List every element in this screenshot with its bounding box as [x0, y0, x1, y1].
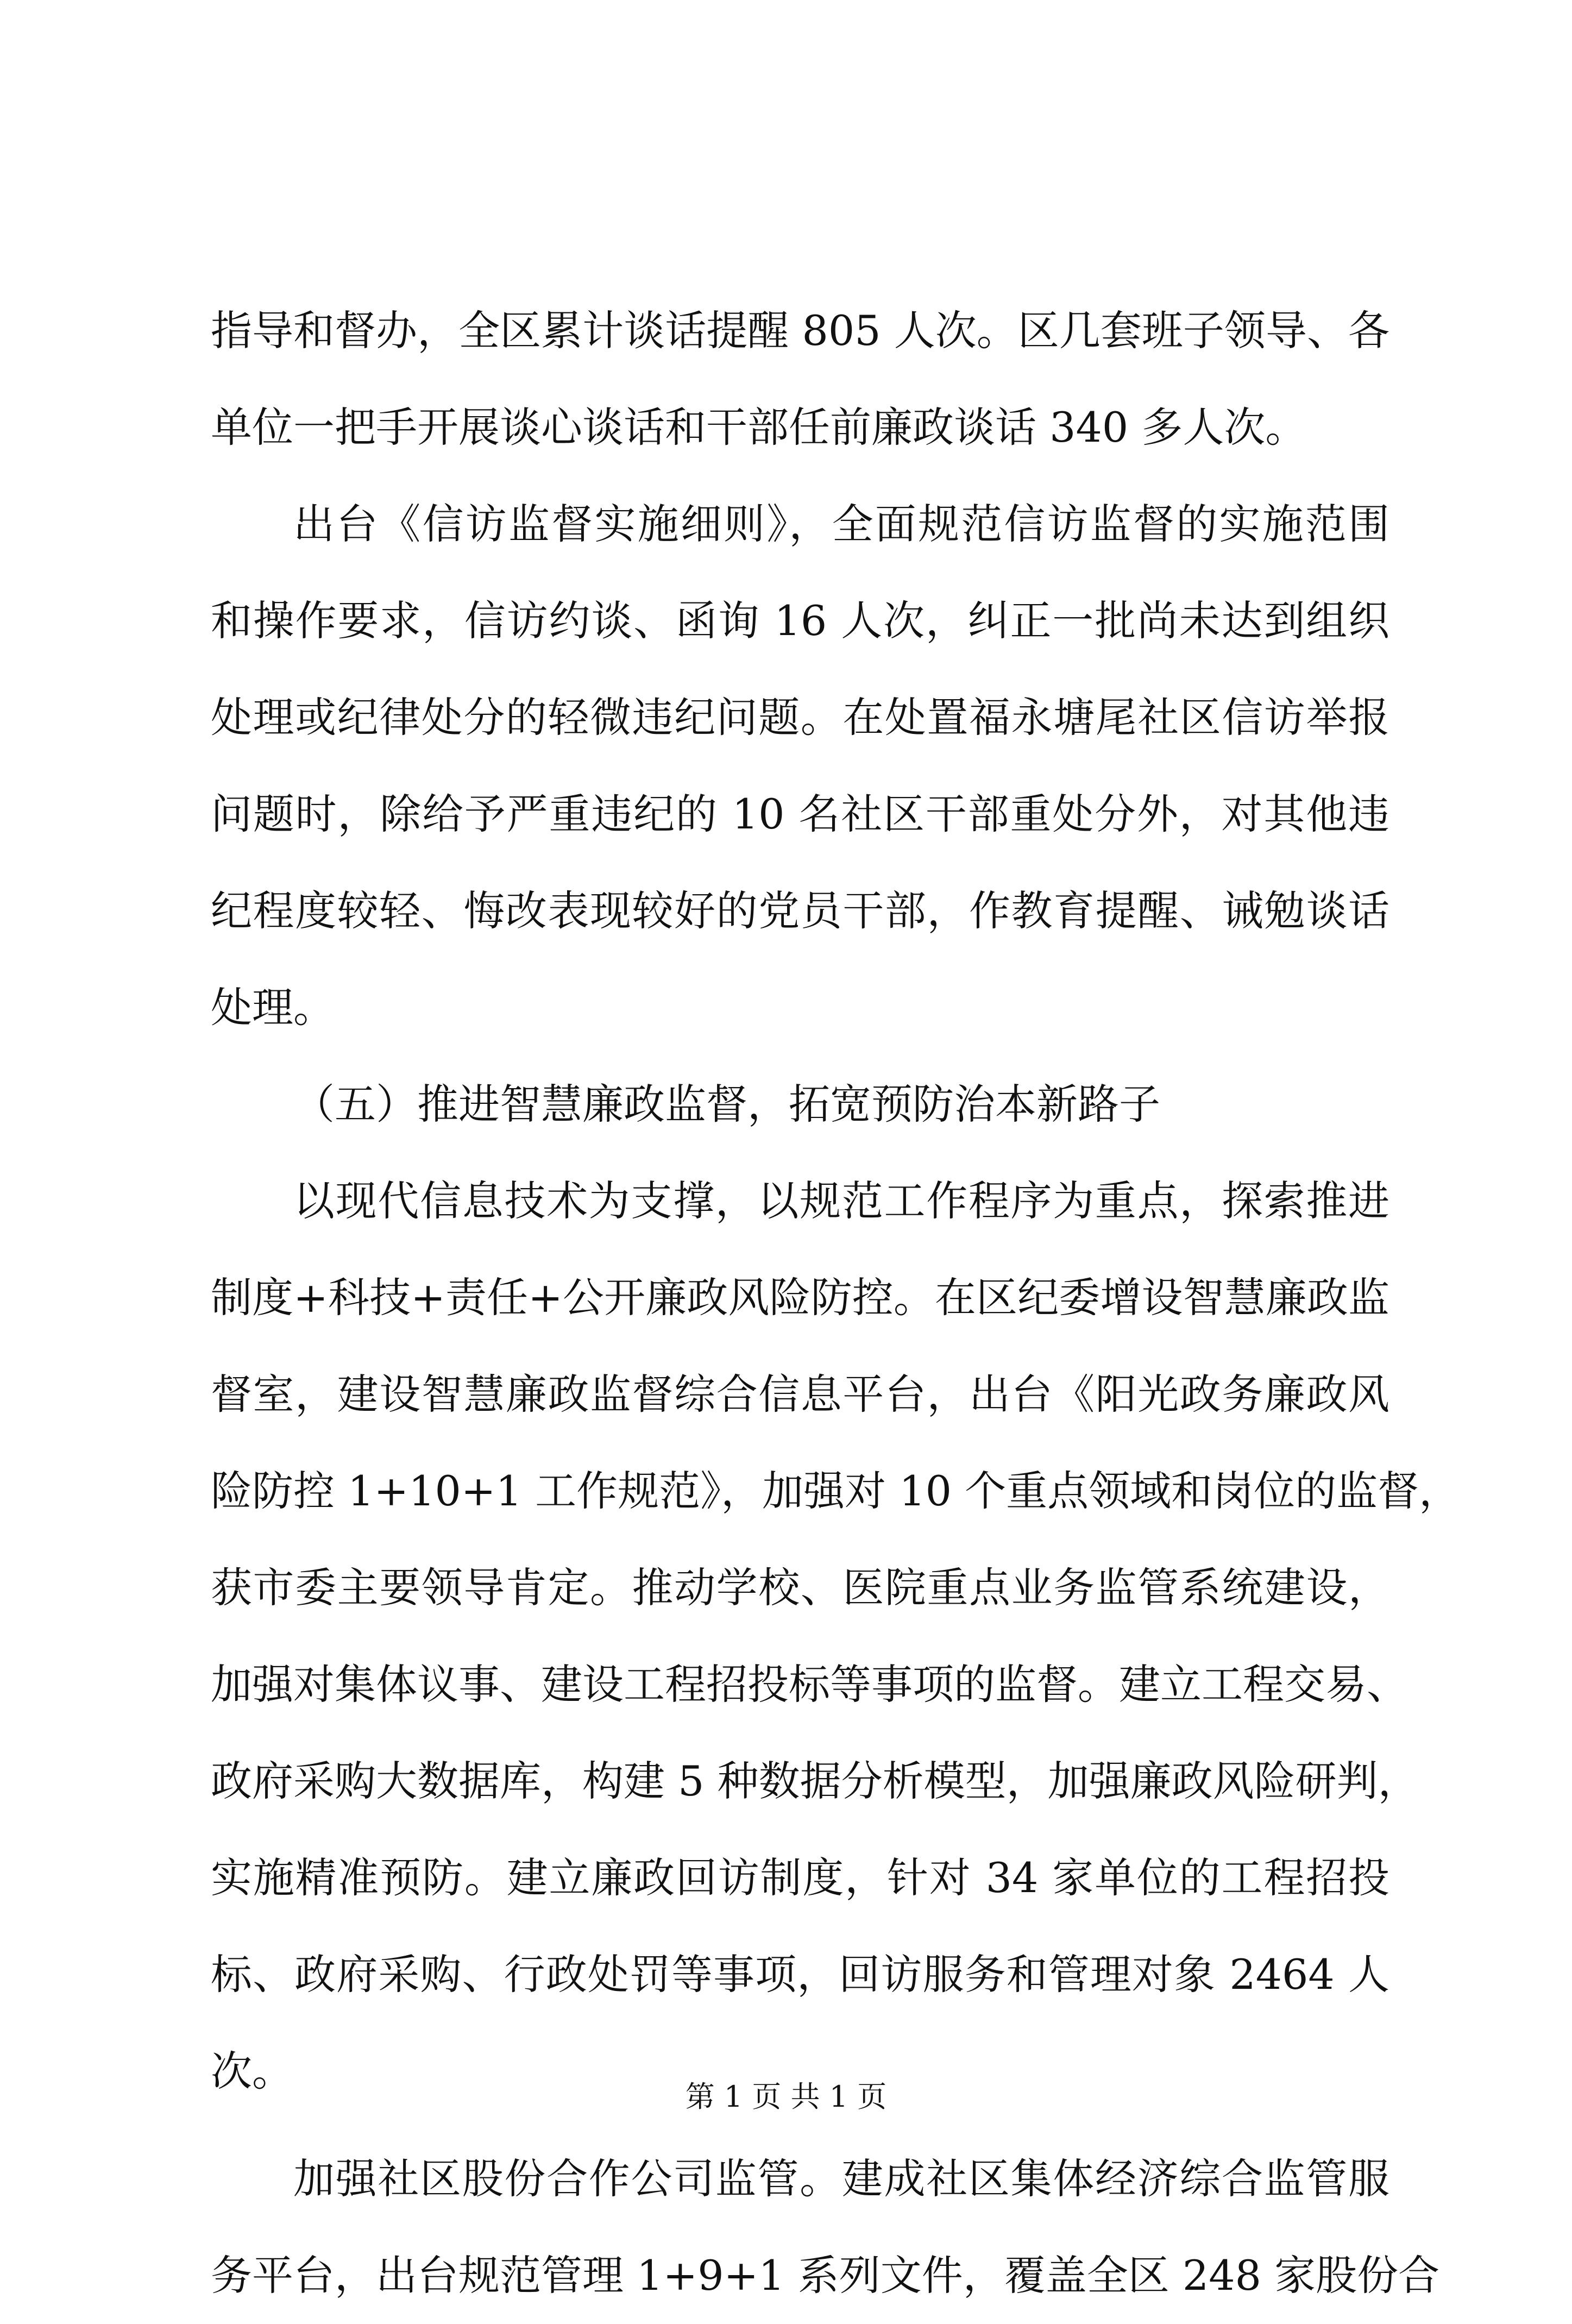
paragraph-talk-reminders [211, 282, 1389, 476]
text-line: 次。 [211, 2047, 293, 2095]
text-line: 险防控 1+10+1 工作规范》，加强对 10 个重点领域和岗位的监督， [211, 1467, 1461, 1515]
page-footer [0, 2075, 1572, 2119]
text-line: 纪程度较轻、悔改表现较好的党员干部，作教育提醒、诫勉谈话 [211, 887, 1389, 935]
text-line: 指导和督办，全区累计谈话提醒 805 人次。区几套班子领导、各 [211, 306, 1389, 355]
text-line: 督室，建设智慧廉政监督综合信息平台，出台《阳光政务廉政风 [211, 1370, 1389, 1418]
text-line: 加强对集体议事、建设工程招投标等事项的监督。建立工程交易、 [211, 1660, 1408, 1709]
paragraph-gap [211, 2120, 1389, 2131]
text-line: 获市委主要领导肯定。推动学校、医院重点业务监管系统建设， [211, 1563, 1389, 1612]
text-line: 和操作要求，信访约谈、函询 16 人次，纠正一批尚未达到组织 [211, 596, 1389, 645]
section-heading: （五）推进智慧廉政监督，拓宽预防治本新路子 [293, 1080, 1160, 1128]
text-line: 出台《信访监督实施细则》，全面规范信访监督的实施范围 [293, 500, 1389, 548]
text-line: 标、政府采购、行政处罚等事项，回访服务和管理对象 2464 人 [211, 1950, 1389, 1999]
text-line: 单位一把手开展谈心谈话和干部任前廉政谈话 340 多人次。 [211, 403, 1307, 451]
paragraph-petition-supervision [211, 476, 1389, 1056]
text-line: 务平台，出台规范管理 1+9+1 系列文件，覆盖全区 248 家股份合 [211, 2251, 1440, 2300]
text-line: 实施精准预防。建立廉政回访制度，针对 34 家单位的工程招投 [211, 1854, 1389, 1902]
page-number-label: 第 1 页 共 1 页 [685, 2080, 887, 2114]
text-line: 加强社区股份合作公司监管。建成社区集体经济综合监管服 [293, 2155, 1389, 2203]
text-line: 政府采购大数据库，构建 5 种数据分析模型，加强廉政风险研判， [211, 1757, 1419, 1805]
text-line: 制度+科技+责任+公开廉政风险防控。在区纪委增设智慧廉政监 [211, 1273, 1389, 1322]
text-line: 以现代信息技术为支撑，以规范工作程序为重点，探索推进 [293, 1177, 1389, 1225]
text-line: 处理。 [211, 983, 335, 1032]
paragraph-community-shareholding [211, 2131, 1440, 2324]
paragraph-smart-supervision [211, 1153, 1461, 2120]
document-body [211, 282, 1461, 2324]
text-line: 问题时，除给予严重违纪的 10 名社区干部重处分外，对其他违 [211, 790, 1389, 838]
text-line: 处理或纪律处分的轻微违纪问题。在处置福永塘尾社区信访举报 [211, 693, 1389, 742]
